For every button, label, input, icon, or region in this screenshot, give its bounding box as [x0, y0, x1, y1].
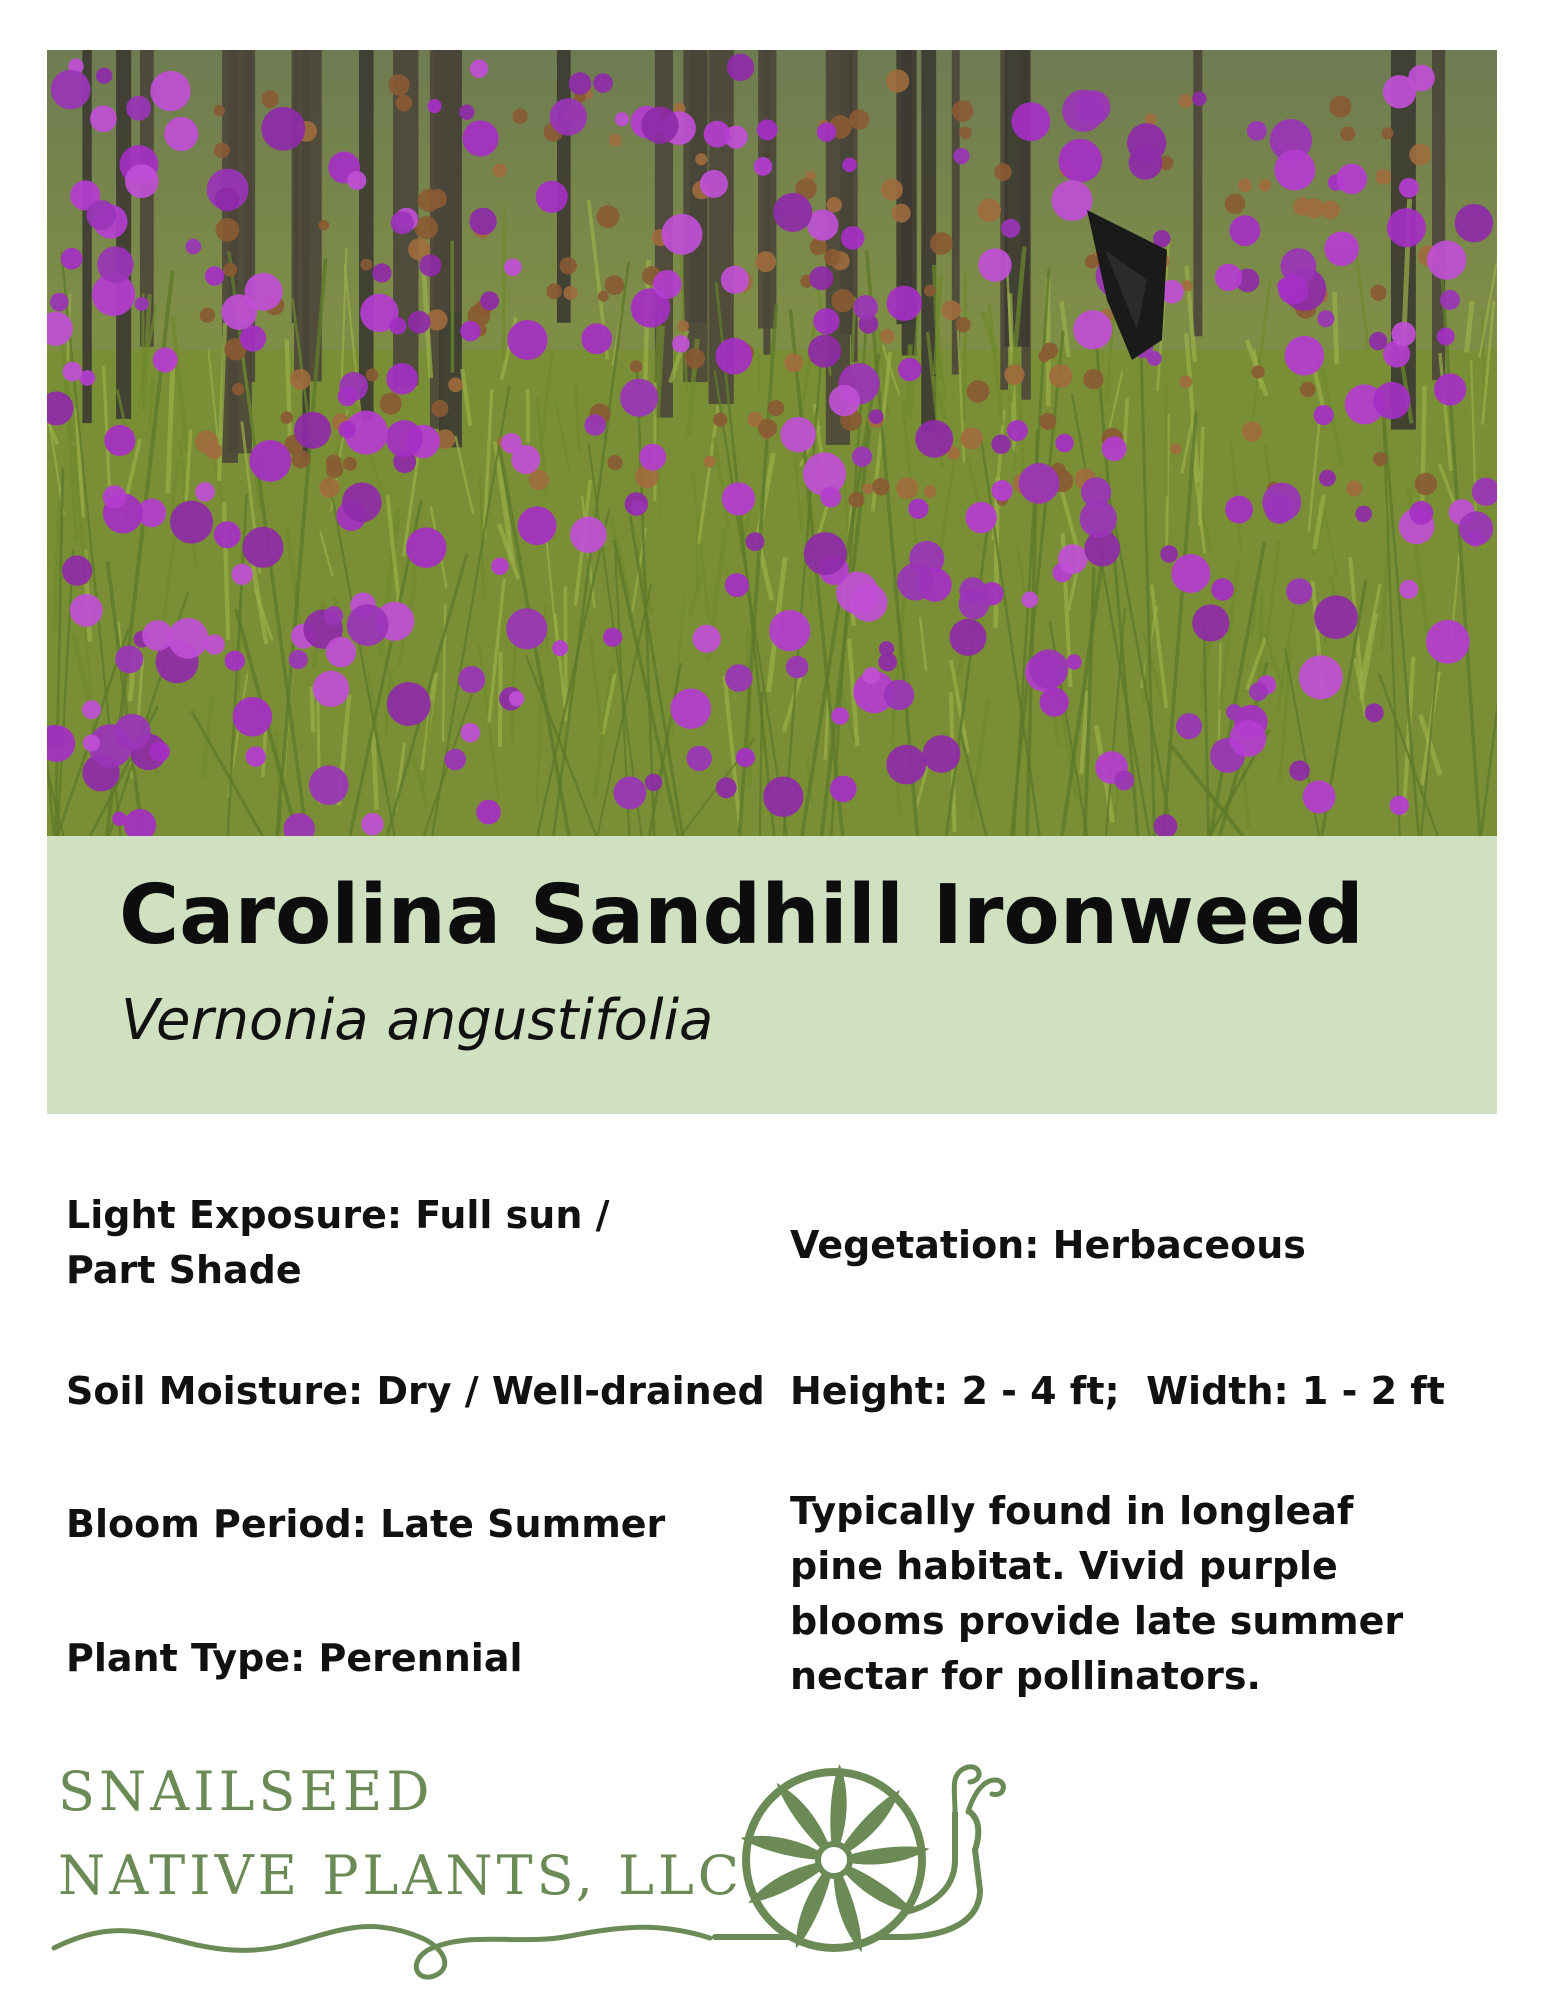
- vegetation: Vegetation: Herbaceous: [790, 1223, 1306, 1267]
- snail-icon: [715, 1764, 1003, 1952]
- plant-type: Plant Type: Perennial: [66, 1636, 523, 1680]
- brand-line-1: SNAILSEED: [58, 1760, 434, 1823]
- habitat-description: Typically found in longleaf pine habitat. Vivid purple blooms provide late summer nectar for pollinators.: [790, 1489, 1404, 1698]
- light-exposure: Light Exposure: Full sun / Part Shade: [66, 1193, 610, 1292]
- ironweed-meadow-image: [47, 50, 1497, 836]
- scientific-name: Vernonia angustifolia: [121, 988, 714, 1053]
- common-name: Carolina Sandhill Ironweed: [119, 868, 1364, 963]
- hero-photo: [47, 50, 1497, 836]
- title-banner: [47, 836, 1497, 1114]
- bloom-period: Bloom Period: Late Summer: [66, 1502, 666, 1546]
- brand-name: [58, 1750, 743, 1918]
- flourish-line: [54, 1927, 710, 1978]
- soil-moisture: Soil Moisture: Dry / Well-drained: [66, 1369, 765, 1413]
- plant-size: Height: 2 - 4 ft; Width: 1 - 2 ft: [790, 1369, 1445, 1413]
- brand-line-2: NATIVE PLANTS, LLC: [58, 1844, 744, 1907]
